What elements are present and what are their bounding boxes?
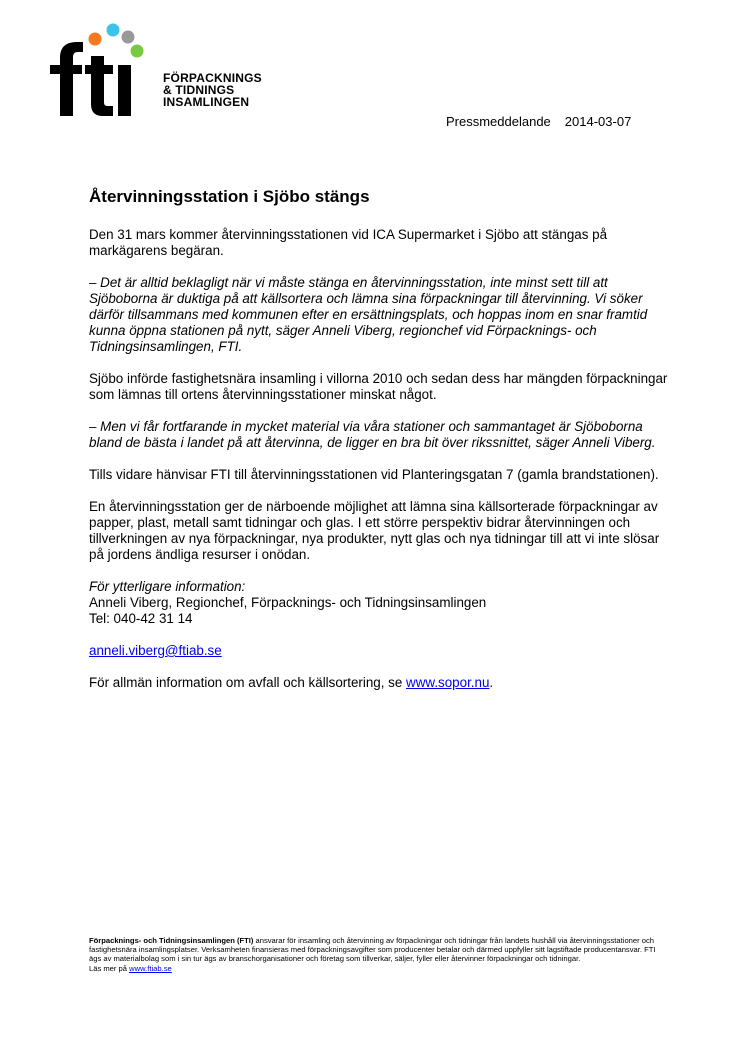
logo-line-1: FÖRPACKNINGS [163, 71, 262, 85]
logo-line-3: INSAMLINGEN [163, 95, 250, 109]
contact-block [89, 579, 669, 627]
quote-paragraph-2: – Men vi får fortfarande in mycket material via våra stationer och sammantaget är Sjöboborna bland de bästa i landet på att återvinna, de ligger en bra bit över rikssnittet, säger Anneli Viberg. [89, 419, 656, 450]
logo-line-2: & TIDNINGS [163, 83, 235, 97]
contact-name: Anneli Viberg, Regionchef, Förpacknings- och Tidningsinsamlingen [89, 595, 487, 610]
fti-logo [47, 20, 287, 120]
footer-text: ansvarar för insamling och återvinning av förpackningar och tidningar från landets hushåll via återvinningsstationer och fastighetsnära insamlingsplatser. Verksamheten finansieras med förpackningsavgifter som producenter betalar och därmed uppfyller sitt lagstiftade producentansvar. FTI ägs av materialbolag som i sin tur ägs av branschorganisationer och företag som tillverkar, säljer, fyller eller återvinner förpackningar och tidningar. [89, 936, 656, 964]
contact-email-link[interactable]: anneli.viberg@ftiab.se [89, 643, 222, 658]
footer-about [89, 936, 669, 973]
quote-paragraph-1: – Det är alltid beklagligt när vi måste stänga en återvinningsstation, inte minst sett till att Sjöboborna är duktiga på att källsortera och lämna sina förpackningar till återvinning. Vi söker därför tillsammans med kommunen efter en ersättningsplats, och hoppas inom en snar framtid kunna öppna stationen på nytt, säger Anneli Viberg, regionchef vid Förpacknings- och Tidningsinsamlingen, FTI. [89, 275, 648, 354]
footer-org-name: Förpacknings- och Tidningsinsamlingen (FTI) [89, 936, 254, 945]
sopor-link[interactable]: www.sopor.nu [406, 675, 490, 690]
doc-date: 2014-03-07 [564, 114, 632, 129]
paragraph-intro: Den 31 mars kommer återvinningsstationen vid ICA Supermarket i Sjöbo att stängas på markägarens begäran. [89, 227, 608, 258]
fti-logo-mark [47, 20, 162, 120]
doc-type-label: Pressmeddelande [446, 114, 551, 129]
logo-wordmark [163, 72, 262, 108]
article-body [89, 227, 669, 707]
ftiab-link[interactable]: www.ftiab.se [129, 963, 172, 973]
contact-phone: Tel: 040-42 31 14 [89, 611, 193, 626]
contact-email-line [89, 643, 669, 659]
page-title: Återvinningsstation i Sjöbo stängs [89, 187, 370, 206]
paragraph-purpose: En återvinningsstation ger de närboende möjlighet att lämna sina källsorterade förpackningar av papper, plast, metall samt tidningar och glas. I ett större perspektiv bidrar återvinningen och tillverkningen av nya förpackningar, nya produkter, nytt glas och nya tidningar till att vi inte slösar på jordens ändliga resurser i onödan. [89, 499, 660, 562]
general-info-line [89, 675, 669, 691]
press-release-header [446, 114, 631, 129]
contact-heading: För ytterligare information: [89, 579, 246, 594]
paragraph-referral: Tills vidare hänvisar FTI till återvinningsstationen vid Planteringsgatan 7 (gamla brandstationen). [89, 467, 659, 482]
general-info-suffix: . [489, 675, 494, 690]
paragraph-background: Sjöbo införde fastighetsnära insamling i villorna 2010 och sedan dess har mängden förpackningar som lämnas till ortens återvinningsstationer minskat något. [89, 371, 668, 402]
footer-more: Läs mer på [89, 963, 130, 973]
general-info-text: För allmän information om avfall och källsortering, se [89, 675, 407, 690]
